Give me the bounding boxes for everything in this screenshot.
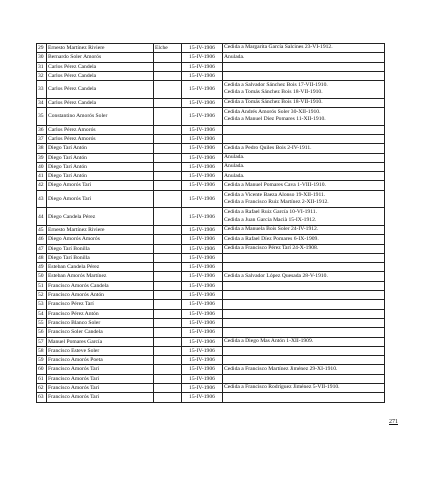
notes-cell [223, 181, 385, 190]
table-row [37, 244, 385, 253]
place-cell [154, 134, 182, 143]
notes-cell [223, 134, 385, 143]
date-cell: 15-IV-1906 [182, 208, 223, 226]
notes-cell [223, 318, 385, 327]
entry-number-cell: 37 [37, 134, 47, 143]
date-cell: 15-IV-1906 [182, 281, 223, 290]
place-cell [154, 383, 182, 392]
holder-name-cell: Diego Tarí Antón [47, 172, 154, 181]
holder-name-cell: Francisco Amorós Antón [47, 291, 154, 300]
table-row [37, 383, 385, 392]
entry-number-cell: 57 [37, 337, 47, 346]
transfer-note: Anulada. [224, 53, 245, 60]
table-row [37, 44, 385, 53]
place-cell [154, 81, 182, 99]
date-cell: 15-IV-1906 [182, 44, 223, 53]
place-cell [154, 62, 182, 71]
entry-number-cell: 60 [37, 365, 47, 374]
transfer-note: Cedida a Rafael Ruiz García 10-VI-1911. [224, 209, 317, 216]
date-cell: 15-IV-1906 [182, 318, 223, 327]
notes-cell [223, 208, 385, 226]
notes-cell [223, 356, 385, 365]
entry-number-cell: 30 [37, 53, 47, 62]
notes-cell [223, 309, 385, 318]
holder-name-cell: Diego Amorós Tarí [47, 181, 154, 190]
entry-number-cell: 55 [37, 318, 47, 327]
transfer-note: Cedida a Francisco Pérez Tarí 24-X-1908. [224, 244, 319, 251]
entry-number-cell: 39 [37, 153, 47, 162]
holder-name-cell: Francisco Esteve Soler [47, 346, 154, 355]
date-cell: 15-IV-1906 [182, 153, 223, 162]
date-cell: 15-IV-1906 [182, 172, 223, 181]
notes-cell [223, 98, 385, 107]
table-row [37, 318, 385, 327]
holder-name-cell: Francisco Soler Candela [47, 328, 154, 337]
place-cell [154, 208, 182, 226]
register-table [36, 43, 385, 403]
transfer-note: Cedida a Diego Mas Antón 1-XII-1909. [224, 337, 314, 344]
transfer-note: Cedida a Francisco Ruiz Martínez 2-XII-1912. [224, 199, 329, 206]
table-row [37, 144, 385, 153]
entry-number-cell: 33 [37, 81, 47, 99]
entry-number-cell: 62 [37, 383, 47, 392]
table-row [37, 300, 385, 309]
table-row [37, 134, 385, 143]
transfer-note: Cedida a Manuel Díez Pomares 11-XII-1910. [224, 116, 326, 123]
holder-name-cell: Carlos Pérez Candela [47, 71, 154, 80]
place-cell [154, 172, 182, 181]
entry-number-cell: 38 [37, 144, 47, 153]
entry-number-cell: 49 [37, 263, 47, 272]
notes-cell [223, 291, 385, 300]
date-cell: 15-IV-1906 [182, 81, 223, 99]
table-row [37, 108, 385, 126]
place-cell [154, 328, 182, 337]
date-cell: 15-IV-1906 [182, 300, 223, 309]
entry-number-cell: 48 [37, 253, 47, 262]
table-row [37, 393, 385, 402]
transfer-note: Cedida a Salvador Sánchez Bois 17-VII-1910. [224, 82, 328, 89]
holder-name-cell: Ernesto Martínez Riviere [47, 225, 154, 234]
holder-name-cell: Manuel Pomares García [47, 337, 154, 346]
transfer-note: Cedida a Tomás Sánchez Bois 18-VII-1910. [224, 99, 323, 106]
table-row [37, 253, 385, 262]
notes-cell [223, 337, 385, 346]
place-cell [154, 181, 182, 190]
place-cell [154, 393, 182, 402]
entry-number-cell: 50 [37, 272, 47, 281]
place-cell [154, 356, 182, 365]
table-row [37, 190, 385, 208]
place-cell [154, 235, 182, 244]
date-cell: 15-IV-1906 [182, 53, 223, 62]
notes-cell [223, 253, 385, 262]
table-row [37, 81, 385, 99]
table-row [37, 337, 385, 346]
table-row [37, 235, 385, 244]
place-cell [154, 281, 182, 290]
transfer-note: Cedida a Margarita García Salcines 23-VI-1912. [224, 44, 333, 51]
table-row [37, 53, 385, 62]
notes-cell [223, 365, 385, 374]
place-cell [154, 225, 182, 234]
place-cell [154, 153, 182, 162]
holder-name-cell: Carlos Pérez Candela [47, 98, 154, 107]
holder-name-cell: Francisco Pérez Tarí [47, 300, 154, 309]
entry-number-cell: 59 [37, 356, 47, 365]
holder-name-cell: Francisco Blanco Soler [47, 318, 154, 327]
place-cell [154, 162, 182, 171]
holder-name-cell: Diego Candela Pérez [47, 208, 154, 226]
date-cell: 15-IV-1906 [182, 125, 223, 134]
date-cell: 15-IV-1906 [182, 393, 223, 402]
date-cell: 15-IV-1906 [182, 190, 223, 208]
date-cell: 15-IV-1906 [182, 272, 223, 281]
date-cell: 15-IV-1906 [182, 108, 223, 126]
notes-cell [223, 144, 385, 153]
notes-cell [223, 225, 385, 234]
table-row [37, 98, 385, 107]
place-cell [154, 300, 182, 309]
holder-name-cell: Diego Tarí Bonilla [47, 253, 154, 262]
holder-name-cell: Francisco Amorós Tarí [47, 365, 154, 374]
notes-cell [223, 153, 385, 162]
transfer-note: Cedida a Manuela Bois Soler 24-IV-1912. [224, 226, 319, 233]
entry-number-cell: 47 [37, 244, 47, 253]
place-cell [154, 190, 182, 208]
place-cell [154, 263, 182, 272]
notes-cell [223, 71, 385, 80]
transfer-note: Cedida a Vicente Baeza Alonso 19-XII-1911. [224, 191, 326, 198]
entry-number-cell: 31 [37, 62, 47, 71]
date-cell: 15-IV-1906 [182, 291, 223, 300]
place-cell [154, 272, 182, 281]
place-cell [154, 346, 182, 355]
page-number: 271 [389, 419, 398, 425]
place-cell [154, 337, 182, 346]
entry-number-cell: 43 [37, 190, 47, 208]
place-cell [154, 108, 182, 126]
table-row [37, 162, 385, 171]
holder-name-cell: Carlos Pérez Amorós [47, 125, 154, 134]
holder-name-cell: Carlos Pérez Candela [47, 62, 154, 71]
transfer-note: Anulada. [224, 154, 245, 160]
transfer-note: Cedida Andrés Amorós Soler 30-XII-1910. [224, 108, 321, 115]
transfer-note: Cedida a Juan García Macià 15-IX-1912. [224, 216, 317, 223]
place-cell [154, 125, 182, 134]
notes-cell [223, 272, 385, 281]
place-cell [154, 71, 182, 80]
notes-cell [223, 235, 385, 244]
table-row [37, 309, 385, 318]
holder-name-cell: Diego Tarí Antón [47, 162, 154, 171]
holder-name-cell: Francisco Amorós Tarí [47, 383, 154, 392]
transfer-note: Cedida a Francisco Rodríguez Jiménez 5-VII-1910. [224, 384, 340, 391]
table-row [37, 365, 385, 374]
notes-cell [223, 108, 385, 126]
entry-number-cell: 40 [37, 162, 47, 171]
transfer-note: Cedida a Pedro Quiles Bois 2-IV-1911. [224, 144, 312, 151]
place-cell [154, 374, 182, 383]
entry-number-cell: 42 [37, 181, 47, 190]
place-cell [154, 53, 182, 62]
place-cell [154, 253, 182, 262]
notes-cell [223, 374, 385, 383]
date-cell: 15-IV-1906 [182, 162, 223, 171]
notes-cell [223, 172, 385, 181]
entry-number-cell: 32 [37, 71, 47, 80]
notes-cell [223, 53, 385, 62]
entry-number-cell: 58 [37, 346, 47, 355]
transfer-note: Anulada. [224, 172, 245, 179]
transfer-note: Cedida a Francisco Martínez Jiménez 29-XI-1910. [224, 365, 338, 372]
table-row [37, 328, 385, 337]
entry-number-cell: 44 [37, 208, 47, 226]
place-cell [154, 309, 182, 318]
holder-name-cell: Diego Tarí Antón [47, 144, 154, 153]
holder-name-cell: Carlos Pérez Candela [47, 81, 154, 99]
entry-number-cell: 54 [37, 309, 47, 318]
entry-number-cell: 35 [37, 108, 47, 126]
date-cell: 15-IV-1906 [182, 383, 223, 392]
table-row [37, 71, 385, 80]
entry-number-cell: 51 [37, 281, 47, 290]
date-cell: 15-IV-1906 [182, 181, 223, 190]
date-cell: 15-IV-1906 [182, 356, 223, 365]
table-row [37, 356, 385, 365]
date-cell: 15-IV-1906 [182, 134, 223, 143]
notes-cell [223, 190, 385, 208]
transfer-note: Cedida a Manuel Pomares Cava 1-VIII-1910. [224, 181, 326, 188]
entry-number-cell: 36 [37, 125, 47, 134]
entry-number-cell: 41 [37, 172, 47, 181]
date-cell: 15-IV-1906 [182, 309, 223, 318]
holder-name-cell: Francisco Amorós Poeta [47, 356, 154, 365]
date-cell: 15-IV-1906 [182, 98, 223, 107]
entry-number-cell: 56 [37, 328, 47, 337]
holder-name-cell: Francisco Amorós Candela [47, 281, 154, 290]
holder-name-cell: Ernesto Martínez Riviere [47, 44, 154, 53]
holder-name-cell: Francisco Amorós Tarí [47, 393, 154, 402]
date-cell: 15-IV-1906 [182, 346, 223, 355]
notes-cell [223, 81, 385, 99]
place-cell [154, 98, 182, 107]
date-cell: 15-IV-1906 [182, 62, 223, 71]
notes-cell [223, 263, 385, 272]
notes-cell [223, 244, 385, 253]
table-row [37, 272, 385, 281]
place-cell: Elche [154, 44, 182, 53]
entry-number-cell: 52 [37, 291, 47, 300]
holder-name-cell: Diego Amorós Amorós [47, 235, 154, 244]
entry-number-cell: 45 [37, 225, 47, 234]
transfer-note: Cedida a Salvador López Quesada 28-V-1910. [224, 272, 328, 279]
table-row [37, 153, 385, 162]
date-cell: 15-IV-1906 [182, 244, 223, 253]
date-cell: 15-IV-1906 [182, 71, 223, 80]
notes-cell [223, 125, 385, 134]
table-row [37, 281, 385, 290]
holder-name-cell: Diego Amorós Tarí [47, 190, 154, 208]
date-cell: 15-IV-1906 [182, 263, 223, 272]
notes-cell [223, 393, 385, 402]
date-cell: 15-IV-1906 [182, 253, 223, 262]
holder-name-cell: Francisco Amorós Tarí [47, 374, 154, 383]
entry-number-cell: 61 [37, 374, 47, 383]
table-row [37, 291, 385, 300]
table-row [37, 62, 385, 71]
holder-name-cell: Esteban Candela Pérez [47, 263, 154, 272]
place-cell [154, 244, 182, 253]
holder-name-cell: Diego Tarí Bonilla [47, 244, 154, 253]
place-cell [154, 291, 182, 300]
holder-name-cell: Francisco Pérez Antón [47, 309, 154, 318]
entry-number-cell: 34 [37, 98, 47, 107]
register-table-body [37, 44, 385, 403]
table-row [37, 125, 385, 134]
place-cell [154, 365, 182, 374]
holder-name-cell: Carlos Pérez Amorós [47, 134, 154, 143]
entry-number-cell: 53 [37, 300, 47, 309]
transfer-note: Cedida a Tomás Sánchez Bois 18-VII-1910. [224, 89, 323, 96]
date-cell: 15-IV-1906 [182, 365, 223, 374]
table-row [37, 346, 385, 355]
notes-cell [223, 162, 385, 171]
entry-number-cell: 63 [37, 393, 47, 402]
notes-cell [223, 383, 385, 392]
holder-name-cell: Bernardo Soler Amorós [47, 53, 154, 62]
table-row [37, 263, 385, 272]
date-cell: 15-IV-1906 [182, 235, 223, 244]
notes-cell [223, 281, 385, 290]
entry-number-cell: 46 [37, 235, 47, 244]
notes-cell [223, 328, 385, 337]
date-cell: 15-IV-1906 [182, 144, 223, 153]
table-row [37, 208, 385, 226]
entry-number-cell: 29 [37, 44, 47, 53]
date-cell: 15-IV-1906 [182, 328, 223, 337]
notes-cell [223, 346, 385, 355]
transfer-note: Cedida a Rafael Díez Pomares 6-IX-1909. [224, 235, 319, 242]
date-cell: 15-IV-1906 [182, 374, 223, 383]
table-row [37, 225, 385, 234]
notes-cell [223, 62, 385, 71]
date-cell: 15-IV-1906 [182, 225, 223, 234]
holder-name-cell: Constantino Amorós Soler [47, 108, 154, 126]
notes-cell [223, 300, 385, 309]
date-cell: 15-IV-1906 [182, 337, 223, 346]
place-cell [154, 318, 182, 327]
notes-cell [223, 44, 385, 53]
transfer-note: Anulada. [224, 163, 245, 170]
table-row [37, 374, 385, 383]
place-cell [154, 144, 182, 153]
holder-name-cell: Esteban Amorós Martínez [47, 272, 154, 281]
holder-name-cell: Diego Tarí Antón [47, 153, 154, 162]
table-row [37, 172, 385, 181]
table-row [37, 181, 385, 190]
